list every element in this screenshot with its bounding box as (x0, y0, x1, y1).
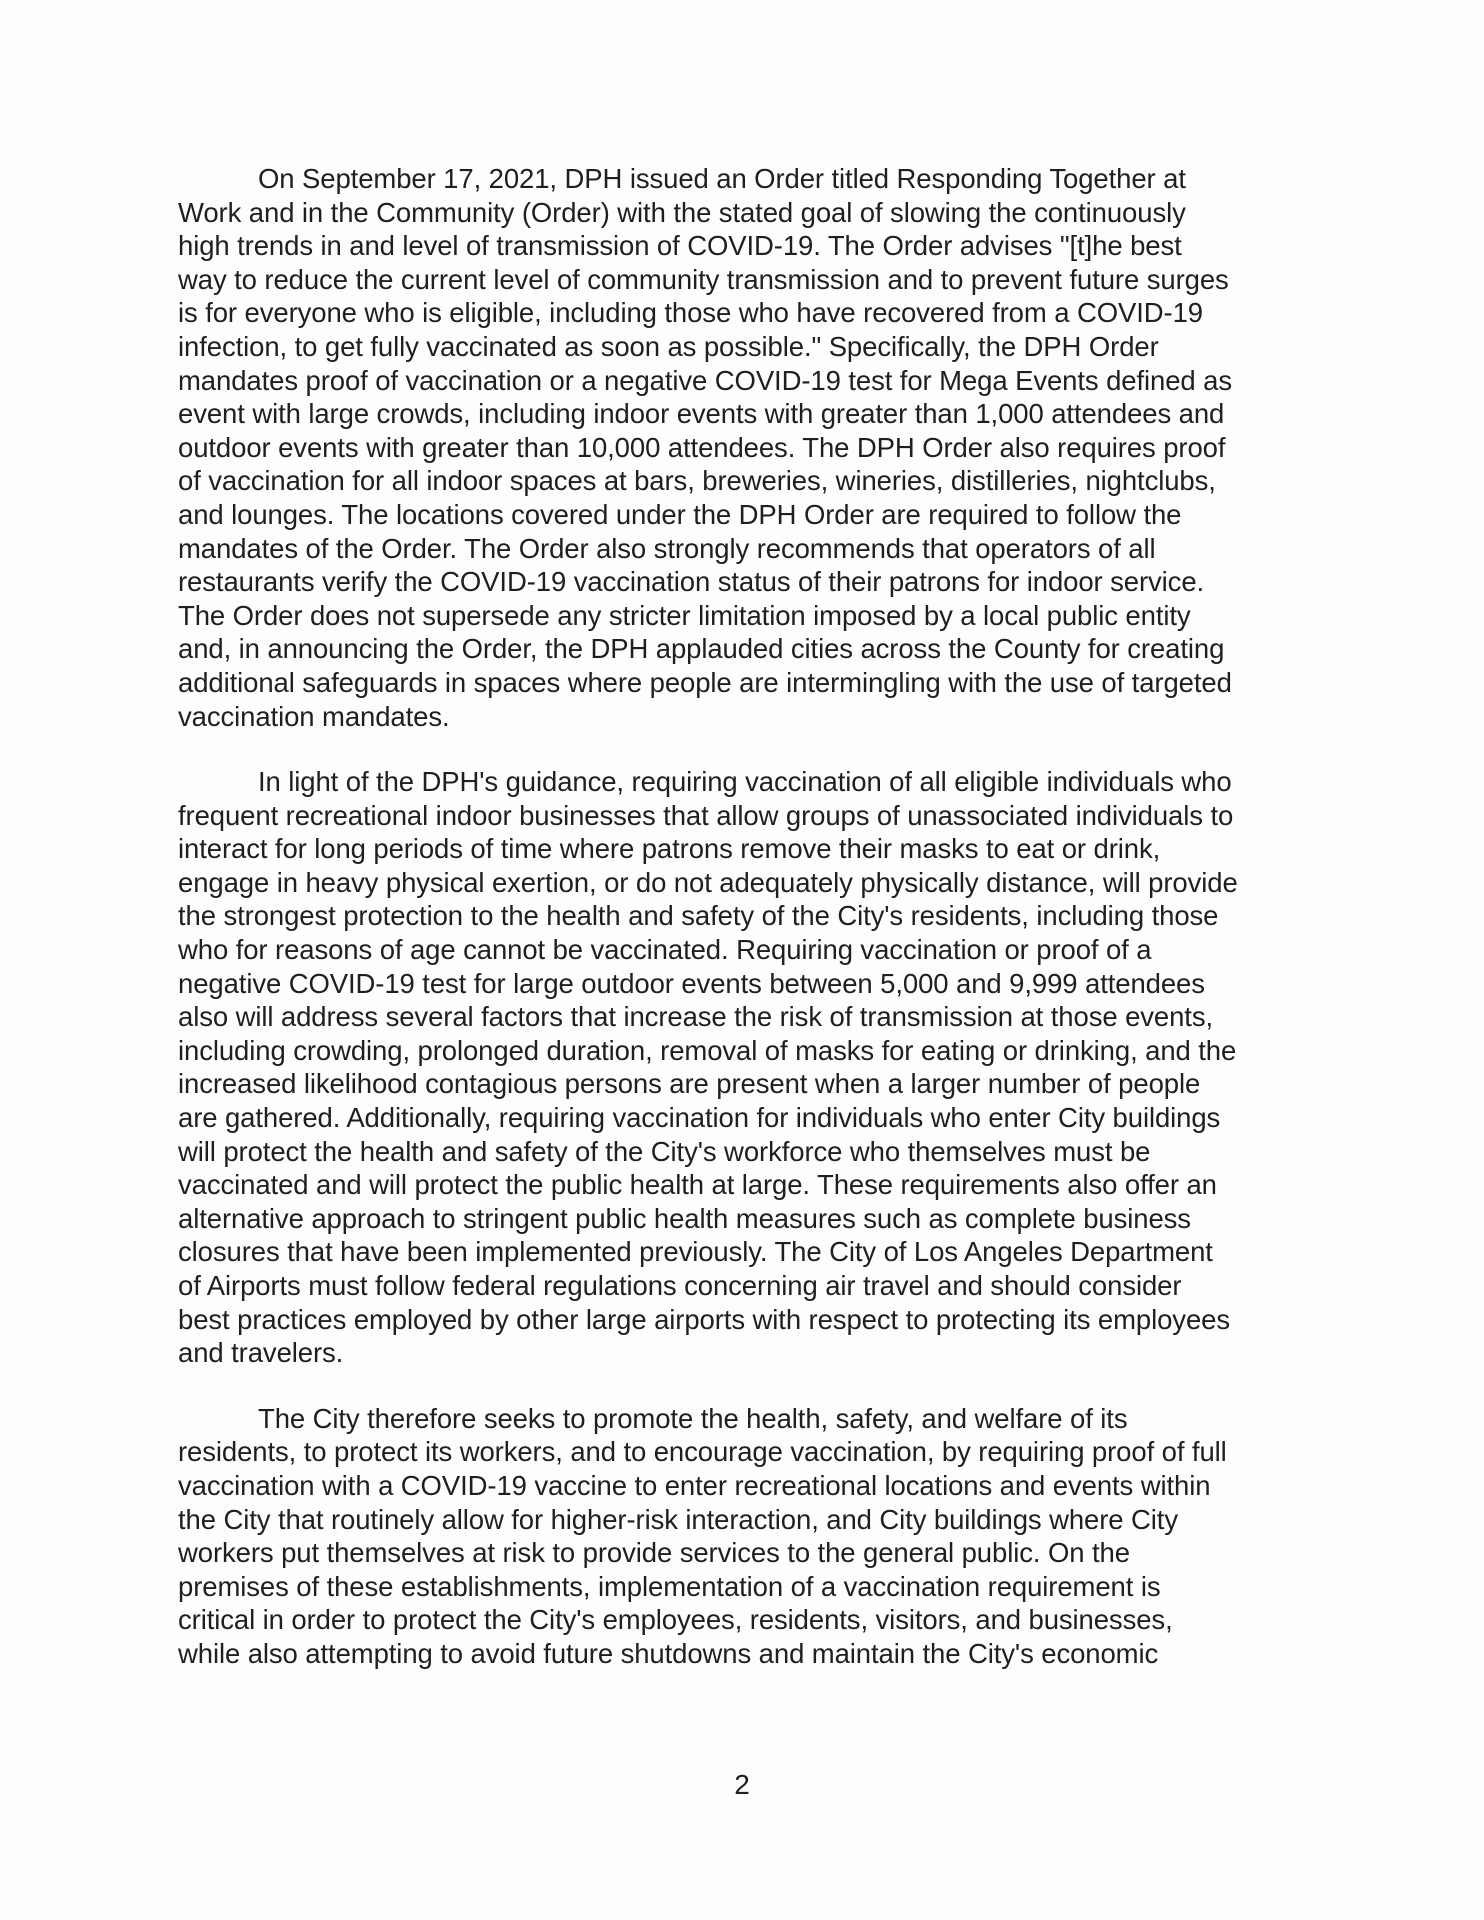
text-line: frequent recreational indoor businesses that allow groups of unassociated individuals to (178, 799, 1234, 831)
text-line: of vaccination for all indoor spaces at bars, breweries, wineries, distilleries, nightclubs, (178, 465, 1216, 497)
text-line: of Airports must follow federal regulations concerning air travel and should consider (178, 1270, 1182, 1301)
text-line: restaurants verify the COVID-19 vaccination status of their patrons for indoor service. (178, 566, 1205, 598)
text-line: vaccination with a COVID-19 vaccine to enter recreational locations and events within (178, 1469, 1211, 1501)
text-line: are gathered. Additionally, requiring vaccination for individuals who enter City buildings (178, 1102, 1221, 1134)
text-line: alternative approach to stringent public health measures such as complete business (178, 1202, 1191, 1234)
text-line: increased likelihood contagious persons are present when a larger number of people (178, 1068, 1201, 1100)
text-line: mandates proof of vaccination or a negative COVID-19 test for Mega Events defined as (178, 364, 1232, 396)
text-line: who for reasons of age cannot be vaccinated. Requiring vaccination or proof of a (178, 934, 1152, 966)
text-line: and lounges. The locations covered under the DPH Order are required to follow the (178, 498, 1182, 530)
text-line: interact for long periods of time where patrons remove their masks to eat or drink, (178, 833, 1161, 865)
page-number: 2 (734, 1769, 750, 1800)
text-line: infection, to get fully vaccinated as soon as possible." Specifically, the DPH Order (178, 330, 1159, 362)
text-line: way to reduce the current level of community transmission and to prevent future surges (178, 263, 1229, 295)
paragraph-city-requirement (178, 1402, 1318, 1671)
text-line: and, in announcing the Order, the DPH applauded cities across the County for creating (178, 633, 1225, 665)
text-line: the City that routinely allow for higher-risk interaction, and City buildings where City (178, 1503, 1178, 1535)
text-line: premises of these establishments, implementation of a vaccination requirement is (178, 1570, 1161, 1602)
text-line: also will address several factors that increase the risk of transmission at those events, (178, 1001, 1214, 1033)
text-line: event with large crowds, including indoor events with greater than 1,000 attendees and (178, 398, 1225, 430)
document-body (178, 162, 1318, 1703)
text-line: On September 17, 2021, DPH issued an Order titled Responding Together at (258, 163, 1186, 194)
text-line: The City therefore seeks to promote the health, safety, and welfare of its (258, 1402, 1128, 1434)
text-line: while also attempting to avoid future shutdowns and maintain the City's economic (178, 1637, 1159, 1669)
text-line: engage in heavy physical exertion, or do not adequately physically distance, will provide (178, 866, 1238, 898)
paragraph-dph-guidance (178, 765, 1318, 1370)
text-line: closures that have been implemented previously. The City of Los Angeles Department (178, 1236, 1213, 1268)
text-line: high trends in and level of transmission of COVID-19. The Order advises "[t]he best (178, 230, 1182, 262)
text-line: outdoor events with greater than 10,000 attendees. The DPH Order also requires proof (178, 431, 1226, 463)
text-line: including crowding, prolonged duration, removal of masks for eating or drinking, and the (178, 1034, 1237, 1066)
text-line: vaccinated and will protect the public health at large. These requirements also offer an (178, 1169, 1217, 1201)
text-line: residents, to protect its workers, and to encourage vaccination, by requiring proof of full (178, 1436, 1227, 1468)
paragraph-dph-order (178, 162, 1318, 733)
text-line: In light of the DPH's guidance, requiring vaccination of all eligible individuals who (258, 766, 1232, 798)
text-line: critical in order to protect the City's employees, residents, visitors, and businesses, (178, 1604, 1173, 1636)
text-line: negative COVID-19 test for large outdoor events between 5,000 and 9,999 attendees (178, 967, 1205, 999)
text-line: the strongest protection to the health and safety of the City's residents, including those (178, 900, 1219, 932)
text-line: best practices employed by other large airports with respect to protecting its employees (178, 1303, 1230, 1335)
text-line: workers put themselves at risk to provide services to the general public. On the (178, 1537, 1130, 1569)
text-line: vaccination mandates. (178, 700, 450, 732)
text-line: and travelers. (178, 1337, 344, 1369)
text-line: will protect the health and safety of the City's workforce who themselves must be (178, 1135, 1151, 1167)
text-line: additional safeguards in spaces where people are intermingling with the use of targeted (178, 666, 1232, 698)
text-line: mandates of the Order. The Order also strongly recommends that operators of all (178, 532, 1156, 564)
text-line: The Order does not supersede any stricter limitation imposed by a local public entity (178, 599, 1191, 631)
text-line: is for everyone who is eligible, including those who have recovered from a COVID-19 (178, 297, 1203, 329)
text-line: Work and in the Community (Order) with the stated goal of slowing the continuously (178, 196, 1186, 228)
